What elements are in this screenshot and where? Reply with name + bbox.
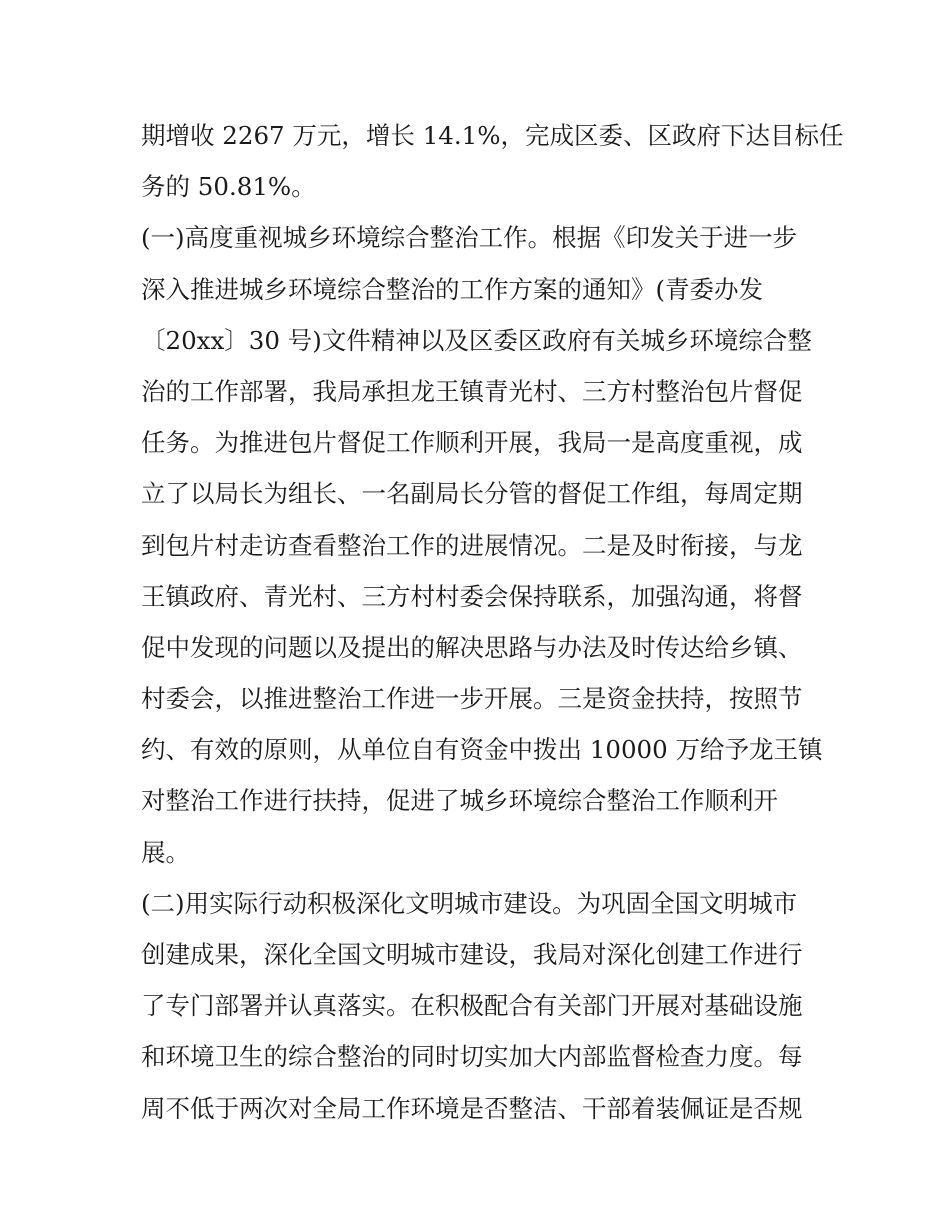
text-line: 立了以局长为组长、一名副局长分管的督促工作组，每周定期 <box>141 479 803 509</box>
section-heading-line: (二)用实际行动积极深化文明城市建设。为巩固全国文明城市 <box>141 888 798 918</box>
text-line: 期增收 2267 万元，增长 14.1%，完成区委、区政府下达目标任 <box>141 121 844 150</box>
text-line: 任务。为推进包片督促工作顺利开展，我局一是高度重视，成 <box>141 428 803 458</box>
text-line: 深入推进城乡环境综合整治的工作方案的通知》(青委办发 <box>141 274 764 304</box>
text-line: 到包片村走访查看整治工作的进展情况。二是及时衔接，与龙 <box>141 530 803 560</box>
text-line: 务的 50.81%。 <box>141 172 316 202</box>
text-line: 促中发现的问题以及提出的解决思路与办法及时传达给乡镇、 <box>141 632 803 662</box>
text-line: 创建成果，深化全国文明城市建设，我局对深化创建工作进行 <box>141 940 803 969</box>
text-line: 和环境卫生的综合整治的同时切实加大内部监督检查力度。每 <box>141 1042 803 1072</box>
text-line: 王镇政府、青光村、三方村村委会保持联系，加强沟通，将督 <box>141 581 803 611</box>
document-body <box>141 110 844 1134</box>
text-line: 村委会，以推进整治工作进一步开展。三是资金扶持，按照节 <box>141 684 803 714</box>
text-line: 对整治工作进行扶持，促进了城乡环境综合整治工作顺利开 <box>141 786 778 816</box>
text-line: 治的工作部署，我局承担龙王镇青光村、三方村整治包片督促 <box>141 376 803 406</box>
text-line: 展。 <box>141 837 190 867</box>
text-line: 周不低于两次对全局工作环境是否整洁、干部着装佩证是否规 <box>141 1093 803 1123</box>
text-line: 〔20xx〕30 号)文件精神以及区委区政府有关城乡环境综合整 <box>141 325 812 355</box>
text-line: 约、有效的原则，从单位自有资金中拨出 10000 万给予龙王镇 <box>141 735 823 765</box>
text-line: 了专门部署并认真落实。在积极配合有关部门开展对基础设施 <box>141 991 803 1021</box>
section-heading-line: (一)高度重视城乡环境综合整治工作。根据《印发关于进一步 <box>141 223 798 253</box>
